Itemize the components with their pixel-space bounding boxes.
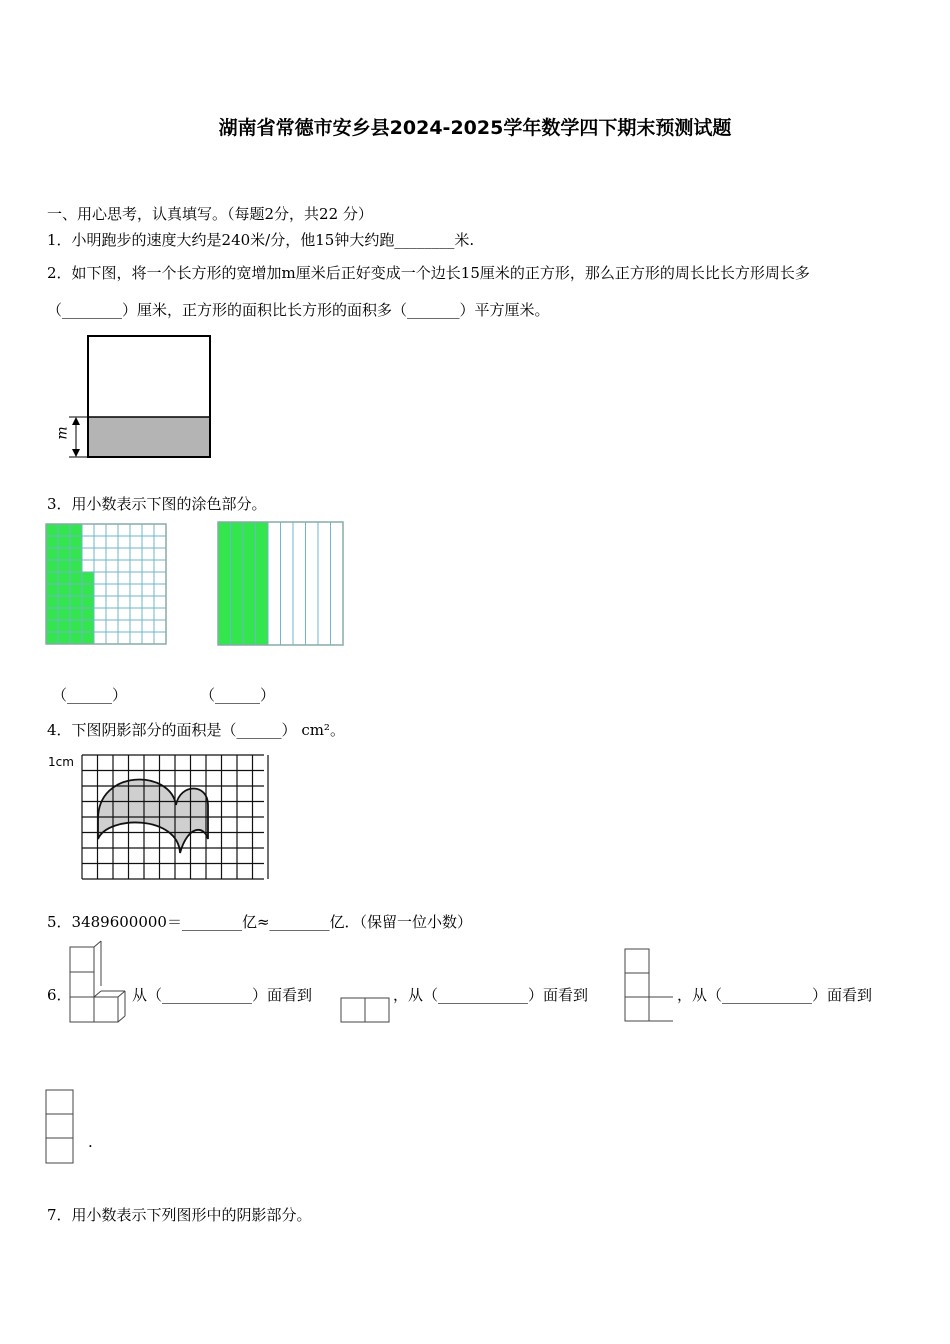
view-column (45, 1089, 75, 1165)
rectangle-figure (55, 335, 215, 460)
m-label: m (54, 426, 71, 440)
question-7: 7．用小数表示下列图形中的阴影部分。 (47, 1206, 312, 1224)
question-6-end: . (88, 1133, 93, 1151)
question-6-part-3: ，从（____________）面看到 (677, 986, 873, 1004)
answer-blank-1: （______） (52, 686, 128, 704)
ten-column-figure (218, 522, 345, 646)
view-two-squares (340, 997, 392, 1023)
question-6-number: 6． (47, 986, 72, 1004)
question-6-part-1: 从（____________）面看到 (132, 986, 313, 1004)
section-heading: 一、用心思考，认真填写。（每题2分，共22 分） (47, 205, 373, 223)
question-5: 5．3489600000＝________亿≈________亿．（保留一位小数） (47, 913, 473, 931)
question-3: 3．用小数表示下图的涂色部分。 (47, 495, 267, 513)
unit-label: 1cm (48, 755, 74, 769)
question-2-line-2: （________）厘米，正方形的面积比长方形的面积多（_______）平方厘米。 (47, 301, 550, 319)
question-6-part-2: ，从（____________）面看到 (393, 986, 589, 1004)
answer-blank-2: （______） (200, 686, 276, 704)
view-l-shape (624, 948, 676, 1024)
question-4: 4．下图阴影部分的面积是（______） cm²。 (47, 721, 345, 739)
question-1: 1．小明跑步的速度大约是240米/分，他15钟大约跑________米. (47, 231, 475, 249)
shaded-area-figure (80, 755, 266, 881)
cube-stack-figure (70, 946, 130, 1024)
question-2-line-1: 2．如下图，将一个长方形的宽增加m厘米后正好变成一个边长15厘米的正方形，那么正方形的周长比长方形周长多 (47, 264, 810, 282)
hundred-grid-figure (46, 524, 167, 645)
page-title: 湖南省常德市安乡县2024-2025学年数学四下期末预测试题 (218, 117, 732, 139)
